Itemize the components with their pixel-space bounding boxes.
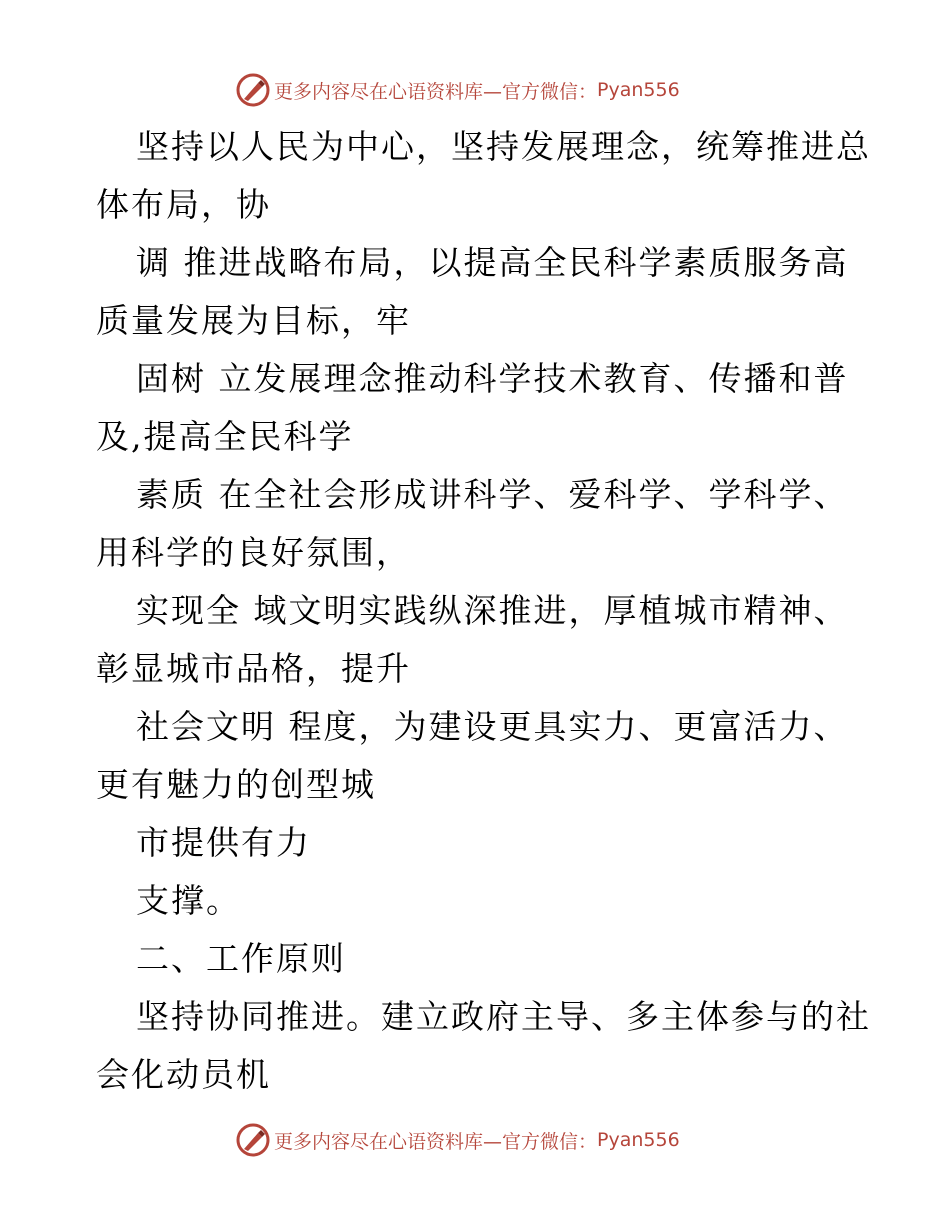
document-body [96,118,871,1104]
banner-wechat-id: Pyan556 [597,79,680,101]
text-line: 体布局，协 [96,185,271,224]
text-line: 质量发展为目标，牢 [96,301,411,340]
pen-logo-icon [236,1123,270,1157]
text-line: 社会文明 程度，为建设更具实力、更富活力、 [136,707,849,746]
banner-wechat-id: Pyan556 [597,1129,680,1151]
text-line: 坚持以人民为中心，坚持发展理念，统筹推进总 [136,127,871,166]
text-line: 及,提高全民科学 [96,417,354,456]
banner-site-text: 更多内容尽在心语资料库—官方微信： [274,80,598,103]
text-line: 用科学的良好氛围， [96,533,411,572]
footer-banner [236,1122,680,1158]
section-heading: 二、工作原则 [136,939,346,978]
text-line: 更有魅力的创型城 [96,765,376,804]
banner-site-text: 更多内容尽在心语资料库—官方微信： [274,1130,598,1153]
text-line: 支撑。 [136,881,241,920]
header-banner [236,72,680,108]
text-line: 实现全 域文明实践纵深推进，厚植城市精神、 [136,591,849,630]
text-line: 彰显城市品格，提升 [96,649,411,688]
text-line: 市提供有力 [136,823,311,862]
text-line: 会化动员机 [96,1055,271,1094]
pen-logo-icon [236,73,270,107]
text-line: 调 推进战略布局，以提高全民科学素质服务高 [136,243,849,282]
text-line: 坚持协同推进。建立政府主导、多主体参与的社 [136,997,871,1036]
text-line: 素质 在全社会形成讲科学、爱科学、学科学、 [136,475,849,514]
text-line: 固树 立发展理念推动科学技术教育、传播和普 [136,359,849,398]
